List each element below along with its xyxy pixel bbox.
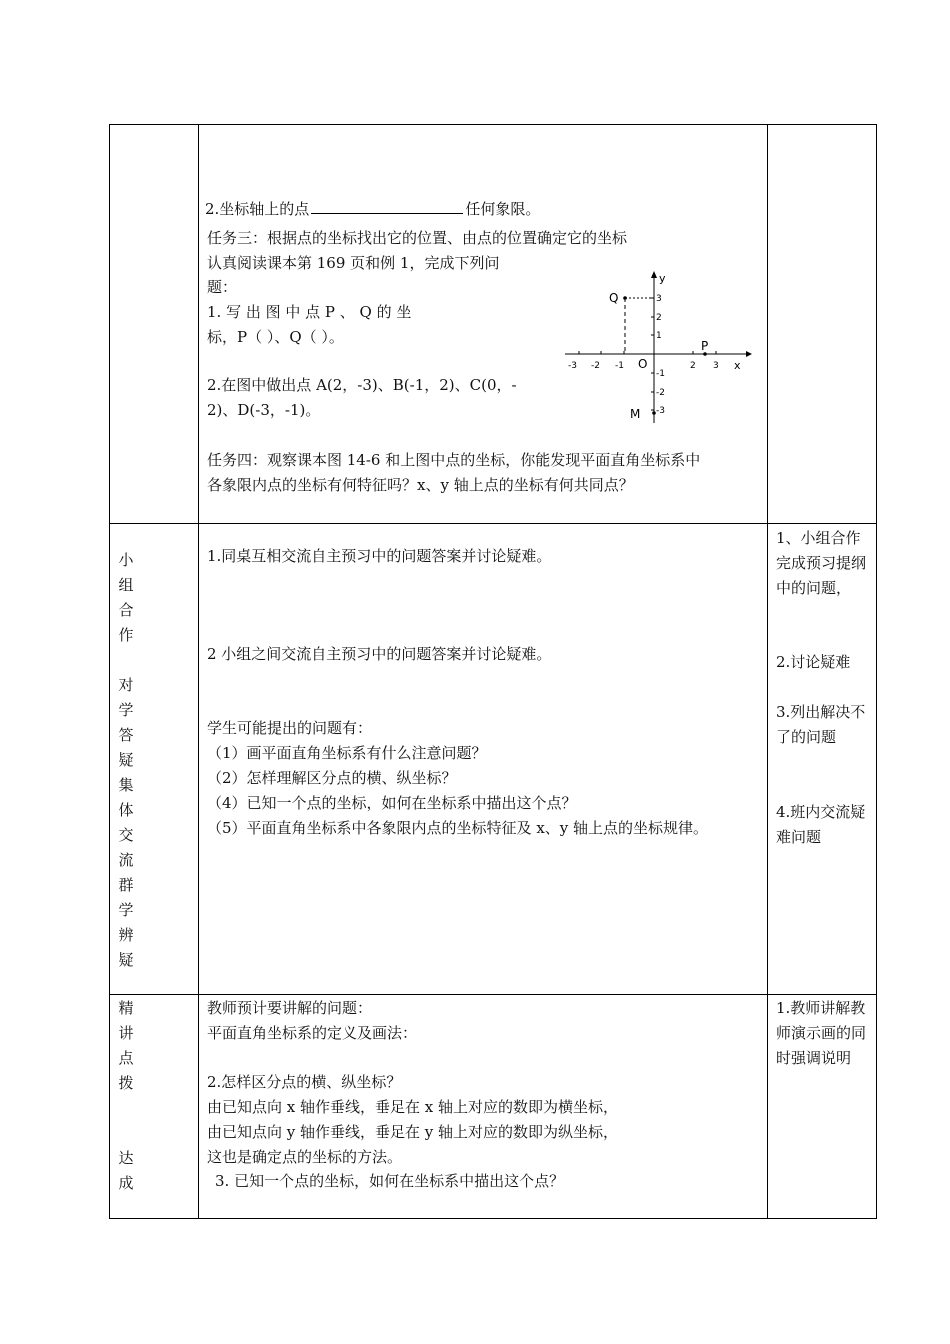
section2-right-2: 2.讨论疑难	[776, 653, 851, 671]
point-m-label: M	[630, 407, 641, 421]
section2-label: 小 组 合 作 对 学 答 疑 集 体 交 流 群 学 辨 疑	[118, 551, 134, 969]
section2-q1: （1）画平面直角坐标系有什么注意问题？	[207, 744, 487, 762]
section2-right-3: 3.列出解决不了的问题	[776, 703, 866, 746]
task2-text-pre: 2.坐标轴上的点	[205, 200, 310, 218]
section2-q2: （2）怎样理解区分点的横、纵坐标？	[207, 769, 457, 787]
point-m-dot	[652, 411, 656, 415]
row-divider-1	[110, 523, 876, 524]
y-tick-label: -2	[656, 388, 665, 398]
y-tick-label: 3	[656, 294, 662, 304]
y-tick-label: -1	[656, 369, 665, 379]
section2-questions-title: 学生可能提出的问题有：	[207, 719, 373, 737]
point-p-label: P	[701, 339, 709, 353]
section3-line3: 2.怎样区分点的横、纵坐标？	[207, 1073, 402, 1091]
section3-line4: 由已知点向 x 轴作垂线，垂足在 x 轴上对应的数即为横坐标，	[207, 1098, 618, 1116]
section3-line1: 教师预计要讲解的问题：	[207, 999, 373, 1017]
x-tick-label: -1	[615, 361, 624, 371]
x-tick-label: 3	[713, 361, 719, 371]
task3-read2: 题：	[207, 278, 238, 296]
section3-label-top: 精 讲 点 拨	[118, 999, 134, 1092]
section2-right-4: 4.班内交流疑难问题	[776, 803, 866, 846]
x-axis-label: x	[734, 359, 741, 372]
task3-title: 任务三：根据点的坐标找出它的位置、由点的位置确定它的坐标	[207, 229, 628, 247]
section3-right: 1.教师讲解教师演示画的同时强调说明	[776, 999, 867, 1067]
point-q-dot	[623, 296, 627, 300]
section2-item1: 1.同桌互相交流自主预习中的问题答案并讨论疑难。	[207, 547, 552, 565]
task2-text-post: 任何象限。	[465, 200, 541, 218]
task3-q1-line1: 1. 写 出 图 中 点 P 、 Q 的 坐	[207, 303, 412, 321]
task3-q2-line2: 2)、D(-3，-1)。	[207, 401, 321, 419]
x-tick-label: -3	[568, 361, 577, 371]
section3-line7: 3. 已知一个点的坐标，如何在坐标系中描出这个点？	[215, 1172, 565, 1190]
section2-q4: （4）已知一个点的坐标，如何在坐标系中描出这个点？	[207, 794, 577, 812]
task4-line2: 各象限内点的坐标有何特征吗？x、y 轴上点的坐标有何共同点？	[207, 476, 634, 494]
section3-line5: 由已知点向 y 轴作垂线，垂足在 y 轴上对应的数即为纵坐标，	[207, 1123, 619, 1141]
origin-label: O	[638, 357, 648, 371]
section2-right-1: 1、小组合作完成预习提纲中的问题，	[776, 529, 867, 597]
section2-q5: （5）平面直角坐标系中各象限内点的坐标特征及 x、y 轴上点的坐标规律。	[207, 819, 709, 837]
column-divider-1	[198, 125, 199, 1218]
section3-line6: 这也是确定点的坐标的方法。	[207, 1148, 403, 1166]
section3-line2: 平面直角坐标系的定义及画法：	[207, 1024, 418, 1042]
x-tick-label: 2	[690, 361, 696, 371]
y-tick-label: -3	[656, 406, 665, 416]
task2-line	[205, 199, 540, 219]
y-axis-label: y	[659, 272, 666, 285]
section2-item2: 2 小组之间交流自主预习中的问题答案并讨论疑难。	[207, 645, 552, 663]
answer-blank[interactable]	[311, 199, 463, 214]
task3-q1-line2: 标，P（ ）、Q（ ）。	[207, 328, 344, 346]
section3-label-bottom: 达 成	[118, 1149, 134, 1192]
point-q-label: Q	[609, 291, 619, 305]
x-tick-label: -2	[591, 361, 600, 371]
y-tick-label: 1	[656, 331, 662, 341]
column-divider-2	[767, 125, 768, 1218]
y-tick-label: 2	[656, 313, 662, 323]
coordinate-figure	[560, 268, 760, 428]
task3-read: 认真阅读课本第 169 页和例 1，完成下列问	[207, 254, 500, 272]
task4-line1: 任务四：观察课本图 14-6 和上图中点的坐标，你能发现平面直角坐标系中	[207, 451, 701, 469]
task3-q2-line1: 2.在图中做出点 A(2，-3)、B(-1，2)、C(0，-	[207, 376, 517, 394]
row-divider-2	[110, 994, 876, 995]
